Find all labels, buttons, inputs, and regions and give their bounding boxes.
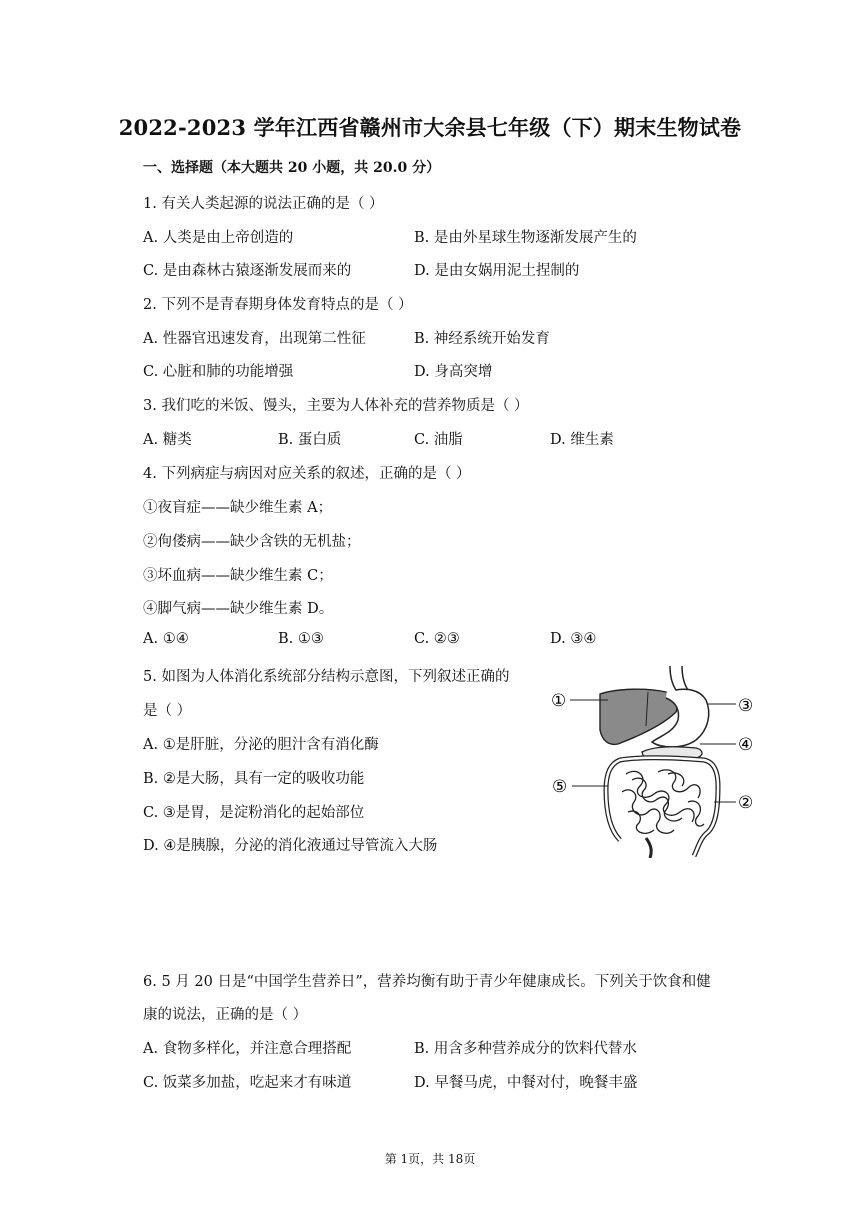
exam-title: 2022-2023 学年江西省赣州市大余县七年级（下）期末生物试卷: [118, 115, 742, 140]
label-2: ②: [738, 793, 754, 813]
q4-item-2: ②佝偻病——缺少含铁的无机盐；: [143, 534, 361, 550]
question-5-stem-line-1: 5. 如图为人体消化系统部分结构示意图，下列叙述正确的: [143, 669, 510, 685]
question-4-stem: 4. 下列病症与病因对应关系的叙述，正确的是（ ）: [143, 466, 471, 482]
question-1-stem: 1. 有关人类起源的说法正确的是（ ）: [143, 196, 384, 212]
q2-option-d: D. 身高突增: [414, 364, 493, 380]
q4-option-b: B. ①③: [278, 631, 324, 647]
q5-option-b: B. ②是大肠，具有一定的吸收功能: [143, 771, 365, 787]
label-5: ⑤: [552, 777, 568, 797]
q1-option-b: B. 是由外星球生物逐渐发展产生的: [414, 230, 637, 246]
q5-option-c: C. ③是胃，是淀粉消化的起始部位: [143, 805, 365, 821]
q4-item-1: ①夜盲症——缺少维生素 A；: [143, 500, 333, 516]
q4-item-4: ④脚气病——缺少维生素 D。: [143, 601, 334, 617]
q3-option-c: C. 油脂: [414, 432, 463, 448]
q2-option-a: A. 性器官迅速发育，出现第二性征: [143, 331, 366, 347]
q1-option-a: A. 人类是由上帝创造的: [143, 230, 294, 246]
q6-option-c: C. 饭菜多加盐，吃起来才有味道: [143, 1075, 352, 1091]
q4-item-3: ③坏血病——缺少维生素 C；: [143, 568, 333, 584]
q6-option-d: D. 早餐马虎，中餐对付，晚餐丰盛: [414, 1075, 638, 1091]
question-6-stem-line-2: 康的说法，正确的是（ ）: [143, 1007, 308, 1023]
q3-option-d: D. 维生素: [550, 432, 614, 448]
small-intestine-shape: [622, 770, 704, 833]
q2-option-c: C. 心脏和肺的功能增强: [143, 364, 294, 380]
q1-option-c: C. 是由森林古猿逐渐发展而来的: [143, 263, 352, 279]
q4-option-c: C. ②③: [414, 631, 460, 647]
q6-option-a: A. 食物多样化，并注意合理搭配: [143, 1041, 352, 1057]
q4-option-d: D. ③④: [550, 631, 597, 647]
digestive-system-diagram: [548, 662, 780, 858]
q1-option-d: D. 是由女娲用泥土捏制的: [414, 263, 580, 279]
q3-option-b: B. 蛋白质: [278, 432, 342, 448]
question-3-stem: 3. 我们吃的米饭、馒头，主要为人体补充的营养物质是（ ）: [143, 398, 529, 414]
q6-option-b: B. 用含多种营养成分的饮料代替水: [414, 1041, 637, 1057]
label-1: ①: [551, 691, 567, 711]
label-4: ④: [738, 735, 754, 755]
question-2-stem: 2. 下列不是青春期身体发育特点的是（ ）: [143, 297, 413, 313]
q5-option-d: D. ④是胰腺，分泌的消化液通过导管流入大肠: [143, 838, 438, 854]
section-heading: 一、选择题（本大题共 20 小题，共 20.0 分）: [143, 160, 441, 176]
q3-option-a: A. 糖类: [143, 432, 192, 448]
q4-option-a: A. ①④: [143, 631, 189, 647]
page-footer: 第 1页，共 18页: [384, 1152, 476, 1166]
label-3: ③: [738, 696, 754, 716]
question-6-stem-line-1: 6. 5 月 20 日是“中国学生营养日”，营养均衡有助于青少年健康成长。下列关于饮食和健: [143, 974, 711, 990]
q5-option-a: A. ①是肝脏，分泌的胆汁含有消化酶: [143, 737, 379, 753]
question-5-stem-line-2: 是（ ）: [143, 703, 192, 719]
q2-option-b: B. 神经系统开始发育: [414, 331, 550, 347]
